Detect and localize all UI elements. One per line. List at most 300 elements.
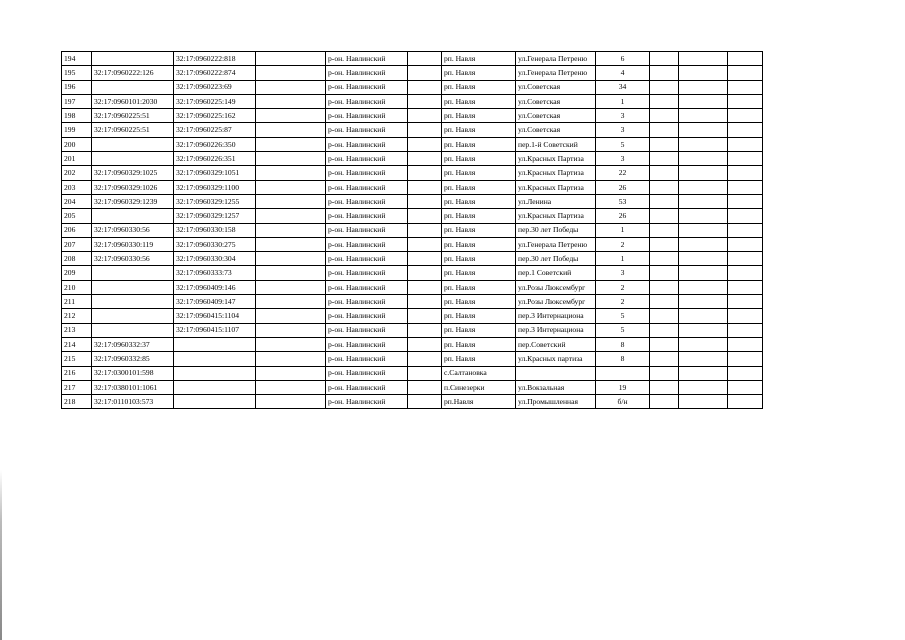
cell-district: р-он. Навлинский: [326, 280, 408, 294]
table-row: [62, 152, 763, 166]
cell-empty-col-12: [728, 80, 763, 94]
cell-empty-col-10: [650, 309, 679, 323]
table-row: [62, 66, 763, 80]
cell-empty-col-4: [256, 123, 326, 137]
cell-house-number: [596, 366, 650, 380]
cell-row-number: 215: [62, 352, 92, 366]
cell-settlement: рп. Навля: [442, 280, 516, 294]
cell-cadastral-number-2: [174, 352, 256, 366]
cell-empty-col-12: [728, 109, 763, 123]
cell-empty-col-11: [679, 337, 728, 351]
cell-empty-col-4: [256, 152, 326, 166]
cell-cadastral-number-1: 32:17:0960225:51: [92, 109, 174, 123]
cell-empty-col-6: [408, 223, 442, 237]
cell-district: р-он. Навлинский: [326, 380, 408, 394]
cell-settlement: с.Салтановка: [442, 366, 516, 380]
cell-empty-col-6: [408, 295, 442, 309]
cell-street: пер.30 лет Победы: [516, 252, 596, 266]
cell-district: р-он. Навлинский: [326, 223, 408, 237]
cell-empty-col-4: [256, 180, 326, 194]
cell-cadastral-number-1: 32:17:0960101:2030: [92, 94, 174, 108]
cell-empty-col-6: [408, 152, 442, 166]
table-row: [62, 252, 763, 266]
cell-settlement: рп. Навля: [442, 80, 516, 94]
cell-cadastral-number-1: [92, 280, 174, 294]
cell-cadastral-number-2: 32:17:0960222:818: [174, 52, 256, 66]
cell-settlement: рп. Навля: [442, 166, 516, 180]
cell-cadastral-number-1: 32:17:0960332:37: [92, 337, 174, 351]
cell-row-number: 213: [62, 323, 92, 337]
cell-cadastral-number-2: 32:17:0960330:158: [174, 223, 256, 237]
cell-row-number: 198: [62, 109, 92, 123]
cell-cadastral-number-1: [92, 209, 174, 223]
cell-empty-col-6: [408, 337, 442, 351]
cell-district: р-он. Навлинский: [326, 395, 408, 409]
scan-edge-shadow: [0, 470, 2, 640]
cell-empty-col-6: [408, 80, 442, 94]
table-row: [62, 180, 763, 194]
cell-empty-col-10: [650, 366, 679, 380]
cell-settlement: рп. Навля: [442, 123, 516, 137]
table-row: [62, 352, 763, 366]
cell-settlement: рп.Навля: [442, 395, 516, 409]
cell-row-number: 218: [62, 395, 92, 409]
cell-empty-col-12: [728, 123, 763, 137]
cell-row-number: 207: [62, 237, 92, 251]
cell-district: р-он. Навлинский: [326, 252, 408, 266]
cell-cadastral-number-1: [92, 52, 174, 66]
table-row: [62, 80, 763, 94]
cell-empty-col-10: [650, 109, 679, 123]
cell-district: р-он. Навлинский: [326, 66, 408, 80]
cell-empty-col-11: [679, 223, 728, 237]
table-row: [62, 266, 763, 280]
cell-street: ул.Генерала Петреню: [516, 52, 596, 66]
cell-empty-col-11: [679, 380, 728, 394]
cell-cadastral-number-1: 32:17:0960330:119: [92, 237, 174, 251]
cell-house-number: 2: [596, 280, 650, 294]
cell-empty-col-10: [650, 323, 679, 337]
cell-empty-col-12: [728, 380, 763, 394]
cell-empty-col-10: [650, 295, 679, 309]
cell-empty-col-11: [679, 180, 728, 194]
table-row: [62, 123, 763, 137]
cell-cadastral-number-2: [174, 380, 256, 394]
cell-empty-col-4: [256, 223, 326, 237]
cell-empty-col-11: [679, 123, 728, 137]
cell-district: р-он. Навлинский: [326, 309, 408, 323]
cell-house-number: 8: [596, 352, 650, 366]
cell-empty-col-10: [650, 252, 679, 266]
cell-empty-col-10: [650, 66, 679, 80]
cell-empty-col-10: [650, 194, 679, 208]
cell-cadastral-number-1: [92, 80, 174, 94]
cell-empty-col-4: [256, 309, 326, 323]
cell-house-number: 3: [596, 109, 650, 123]
cell-district: р-он. Навлинский: [326, 180, 408, 194]
cell-cadastral-number-2: [174, 395, 256, 409]
cell-settlement: рп. Навля: [442, 309, 516, 323]
cell-empty-col-12: [728, 223, 763, 237]
table-body: [62, 52, 763, 409]
cell-empty-col-4: [256, 94, 326, 108]
cell-empty-col-11: [679, 137, 728, 151]
table-row: [62, 323, 763, 337]
cell-street: ул.Красных Партиза: [516, 180, 596, 194]
cell-empty-col-12: [728, 323, 763, 337]
cell-empty-col-6: [408, 252, 442, 266]
cell-empty-col-6: [408, 123, 442, 137]
cell-row-number: 203: [62, 180, 92, 194]
table-row: [62, 166, 763, 180]
cell-row-number: 205: [62, 209, 92, 223]
cell-empty-col-6: [408, 309, 442, 323]
cell-street: ул.Советская: [516, 109, 596, 123]
cell-settlement: рп. Навля: [442, 266, 516, 280]
table-row: [62, 380, 763, 394]
cell-row-number: 211: [62, 295, 92, 309]
cell-empty-col-10: [650, 223, 679, 237]
cell-empty-col-4: [256, 237, 326, 251]
cell-district: р-он. Навлинский: [326, 80, 408, 94]
cell-street: пер.Советский: [516, 337, 596, 351]
cell-empty-col-10: [650, 123, 679, 137]
cell-empty-col-6: [408, 380, 442, 394]
cell-empty-col-10: [650, 352, 679, 366]
cell-cadastral-number-2: 32:17:0960329:1255: [174, 194, 256, 208]
cell-empty-col-6: [408, 52, 442, 66]
cell-empty-col-4: [256, 337, 326, 351]
cell-row-number: 217: [62, 380, 92, 394]
cell-house-number: 1: [596, 252, 650, 266]
cell-cadastral-number-2: 32:17:0960225:149: [174, 94, 256, 108]
cell-empty-col-4: [256, 395, 326, 409]
cell-cadastral-number-2: 32:17:0960222:874: [174, 66, 256, 80]
cell-empty-col-11: [679, 280, 728, 294]
cell-street: ул.Розы Люксембург: [516, 280, 596, 294]
cell-empty-col-12: [728, 52, 763, 66]
cell-empty-col-4: [256, 137, 326, 151]
cell-empty-col-12: [728, 280, 763, 294]
cell-empty-col-6: [408, 66, 442, 80]
cell-street: ул.Советская: [516, 94, 596, 108]
cell-empty-col-11: [679, 66, 728, 80]
cell-cadastral-number-2: [174, 366, 256, 380]
cell-settlement: рп. Навля: [442, 237, 516, 251]
cell-house-number: 3: [596, 266, 650, 280]
cell-empty-col-6: [408, 323, 442, 337]
cell-district: р-он. Навлинский: [326, 137, 408, 151]
cell-settlement: рп. Навля: [442, 152, 516, 166]
cell-street: пер.30 лет Победы: [516, 223, 596, 237]
cell-row-number: 208: [62, 252, 92, 266]
cell-settlement: п.Синезерки: [442, 380, 516, 394]
cell-cadastral-number-2: 32:17:0960223:69: [174, 80, 256, 94]
cell-street: ул.Промышленная: [516, 395, 596, 409]
cell-empty-col-10: [650, 395, 679, 409]
cell-cadastral-number-1: 32:17:0960222:126: [92, 66, 174, 80]
cell-house-number: 26: [596, 209, 650, 223]
cell-empty-col-12: [728, 295, 763, 309]
table-row: [62, 94, 763, 108]
cell-empty-col-6: [408, 137, 442, 151]
cell-empty-col-4: [256, 66, 326, 80]
cell-empty-col-11: [679, 52, 728, 66]
cell-empty-col-10: [650, 52, 679, 66]
cell-empty-col-12: [728, 366, 763, 380]
cell-empty-col-12: [728, 166, 763, 180]
cell-row-number: 196: [62, 80, 92, 94]
cell-empty-col-10: [650, 266, 679, 280]
cell-empty-col-6: [408, 166, 442, 180]
cell-district: р-он. Навлинский: [326, 366, 408, 380]
cell-street: пер.1-й Советский: [516, 137, 596, 151]
cell-street: ул.Красных Партиза: [516, 152, 596, 166]
cell-house-number: 5: [596, 137, 650, 151]
cell-district: р-он. Навлинский: [326, 94, 408, 108]
table-row: [62, 366, 763, 380]
cell-empty-col-4: [256, 109, 326, 123]
cell-street: ул.Советская: [516, 80, 596, 94]
cell-settlement: рп. Навля: [442, 323, 516, 337]
cell-empty-col-10: [650, 94, 679, 108]
cell-district: р-он. Навлинский: [326, 109, 408, 123]
cell-empty-col-12: [728, 237, 763, 251]
cell-settlement: рп. Навля: [442, 223, 516, 237]
cell-settlement: рп. Навля: [442, 109, 516, 123]
table-row: [62, 209, 763, 223]
cell-street: ул.Генерала Петреню: [516, 66, 596, 80]
cell-cadastral-number-1: 32:17:0960330:56: [92, 252, 174, 266]
cell-empty-col-11: [679, 194, 728, 208]
cell-empty-col-12: [728, 252, 763, 266]
cell-house-number: 6: [596, 52, 650, 66]
table-row: [62, 237, 763, 251]
cell-empty-col-11: [679, 252, 728, 266]
cell-row-number: 214: [62, 337, 92, 351]
cell-empty-col-6: [408, 209, 442, 223]
cell-cadastral-number-2: 32:17:0960225:87: [174, 123, 256, 137]
cell-empty-col-12: [728, 395, 763, 409]
cell-empty-col-4: [256, 252, 326, 266]
cell-empty-col-12: [728, 194, 763, 208]
cell-empty-col-11: [679, 266, 728, 280]
cell-cadastral-number-1: 32:17:0960329:1025: [92, 166, 174, 180]
table-row: [62, 309, 763, 323]
cell-empty-col-11: [679, 94, 728, 108]
cell-settlement: рп. Навля: [442, 137, 516, 151]
cell-empty-col-11: [679, 237, 728, 251]
cell-empty-col-11: [679, 395, 728, 409]
cell-empty-col-6: [408, 280, 442, 294]
cell-cadastral-number-1: [92, 137, 174, 151]
cell-cadastral-number-1: [92, 152, 174, 166]
table-row: [62, 395, 763, 409]
cell-empty-col-11: [679, 152, 728, 166]
cell-cadastral-number-1: 32:17:0380101:1061: [92, 380, 174, 394]
cell-empty-col-6: [408, 266, 442, 280]
cell-house-number: 8: [596, 337, 650, 351]
cell-settlement: рп. Навля: [442, 180, 516, 194]
cell-settlement: рп. Навля: [442, 352, 516, 366]
cell-empty-col-12: [728, 66, 763, 80]
cell-row-number: 199: [62, 123, 92, 137]
cell-empty-col-10: [650, 237, 679, 251]
cell-empty-col-10: [650, 152, 679, 166]
cell-house-number: 2: [596, 295, 650, 309]
cell-street: [516, 366, 596, 380]
cell-empty-col-6: [408, 237, 442, 251]
cell-settlement: рп. Навля: [442, 66, 516, 80]
cell-empty-col-12: [728, 337, 763, 351]
table-row: [62, 137, 763, 151]
cell-cadastral-number-1: 32:17:0960225:51: [92, 123, 174, 137]
cell-house-number: 3: [596, 152, 650, 166]
cell-empty-col-12: [728, 266, 763, 280]
cell-row-number: 201: [62, 152, 92, 166]
cell-row-number: 212: [62, 309, 92, 323]
cell-house-number: 5: [596, 309, 650, 323]
cell-cadastral-number-2: 32:17:0960333:73: [174, 266, 256, 280]
table-row: [62, 295, 763, 309]
cell-street: ул.Генерала Петреню: [516, 237, 596, 251]
cell-empty-col-6: [408, 366, 442, 380]
cell-empty-col-4: [256, 323, 326, 337]
cell-empty-col-6: [408, 194, 442, 208]
cell-cadastral-number-2: 32:17:0960415:1107: [174, 323, 256, 337]
cell-house-number: 4: [596, 66, 650, 80]
cell-house-number: 26: [596, 180, 650, 194]
cell-empty-col-11: [679, 295, 728, 309]
cell-empty-col-11: [679, 352, 728, 366]
cell-empty-col-10: [650, 280, 679, 294]
cell-empty-col-4: [256, 280, 326, 294]
cell-street: пер.3 Интернациона: [516, 309, 596, 323]
cell-empty-col-11: [679, 309, 728, 323]
cell-cadastral-number-2: 32:17:0960330:304: [174, 252, 256, 266]
cell-cadastral-number-1: [92, 266, 174, 280]
table-row: [62, 52, 763, 66]
cell-cadastral-number-2: 32:17:0960225:162: [174, 109, 256, 123]
cell-district: р-он. Навлинский: [326, 352, 408, 366]
cell-cadastral-number-1: 32:17:0110103:573: [92, 395, 174, 409]
cell-cadastral-number-1: 32:17:0960329:1239: [92, 194, 174, 208]
cell-empty-col-4: [256, 352, 326, 366]
cell-empty-col-6: [408, 395, 442, 409]
cell-empty-col-4: [256, 266, 326, 280]
cell-settlement: рп. Навля: [442, 337, 516, 351]
cell-cadastral-number-1: [92, 323, 174, 337]
cell-empty-col-4: [256, 80, 326, 94]
cell-cadastral-number-1: 32:17:0300101:598: [92, 366, 174, 380]
cell-empty-col-4: [256, 366, 326, 380]
cell-empty-col-6: [408, 180, 442, 194]
cell-house-number: 34: [596, 80, 650, 94]
cell-empty-col-10: [650, 180, 679, 194]
cell-house-number: б/н: [596, 395, 650, 409]
cell-empty-col-12: [728, 152, 763, 166]
cell-district: р-он. Навлинский: [326, 52, 408, 66]
cell-empty-col-4: [256, 209, 326, 223]
cell-row-number: 216: [62, 366, 92, 380]
cell-street: ул.Красных Партиза: [516, 209, 596, 223]
cell-cadastral-number-1: 32:17:0960330:56: [92, 223, 174, 237]
cell-empty-col-11: [679, 323, 728, 337]
cell-empty-col-10: [650, 337, 679, 351]
cell-house-number: 1: [596, 94, 650, 108]
cell-row-number: 202: [62, 166, 92, 180]
cell-row-number: 209: [62, 266, 92, 280]
cell-cadastral-number-2: 32:17:0960329:1100: [174, 180, 256, 194]
cell-house-number: 3: [596, 123, 650, 137]
cell-house-number: 5: [596, 323, 650, 337]
cell-street: ул.Красных Партиза: [516, 166, 596, 180]
cell-row-number: 197: [62, 94, 92, 108]
cell-empty-col-12: [728, 180, 763, 194]
cell-empty-col-6: [408, 94, 442, 108]
cell-house-number: 19: [596, 380, 650, 394]
cell-settlement: рп. Навля: [442, 252, 516, 266]
cell-settlement: рп. Навля: [442, 295, 516, 309]
cell-empty-col-10: [650, 209, 679, 223]
cell-row-number: 195: [62, 66, 92, 80]
cell-empty-col-11: [679, 366, 728, 380]
cell-cadastral-number-2: 32:17:0960409:146: [174, 280, 256, 294]
cell-row-number: 210: [62, 280, 92, 294]
table-row: [62, 280, 763, 294]
cell-district: р-он. Навлинский: [326, 323, 408, 337]
cell-empty-col-6: [408, 352, 442, 366]
cell-cadastral-number-2: 32:17:0960415:1104: [174, 309, 256, 323]
cell-district: р-он. Навлинский: [326, 295, 408, 309]
cell-district: р-он. Навлинский: [326, 237, 408, 251]
cell-district: р-он. Навлинский: [326, 337, 408, 351]
cell-empty-col-11: [679, 209, 728, 223]
cell-settlement: рп. Навля: [442, 94, 516, 108]
cell-empty-col-10: [650, 166, 679, 180]
cell-street: ул.Розы Люксембург: [516, 295, 596, 309]
cell-empty-col-11: [679, 109, 728, 123]
cell-empty-col-11: [679, 166, 728, 180]
cell-street: ул.Советская: [516, 123, 596, 137]
cell-empty-col-12: [728, 352, 763, 366]
table-row: [62, 337, 763, 351]
cell-cadastral-number-2: 32:17:0960329:1051: [174, 166, 256, 180]
cell-empty-col-10: [650, 380, 679, 394]
cell-settlement: рп. Навля: [442, 209, 516, 223]
cell-house-number: 1: [596, 223, 650, 237]
cell-empty-col-4: [256, 380, 326, 394]
cell-street: пер.1 Советский: [516, 266, 596, 280]
cell-street: пер.3 Интернациона: [516, 323, 596, 337]
cell-cadastral-number-2: 32:17:0960329:1257: [174, 209, 256, 223]
cell-row-number: 204: [62, 194, 92, 208]
cell-cadastral-number-2: 32:17:0960330:275: [174, 237, 256, 251]
cell-street: ул.Красных партиза: [516, 352, 596, 366]
cell-cadastral-number-1: 32:17:0960332:85: [92, 352, 174, 366]
document-table: [61, 51, 763, 409]
cell-cadastral-number-2: 32:17:0960226:351: [174, 152, 256, 166]
cell-settlement: рп. Навля: [442, 52, 516, 66]
cell-empty-col-4: [256, 295, 326, 309]
cell-house-number: 22: [596, 166, 650, 180]
cell-empty-col-12: [728, 209, 763, 223]
cell-district: р-он. Навлинский: [326, 123, 408, 137]
cell-empty-col-10: [650, 137, 679, 151]
cell-empty-col-12: [728, 309, 763, 323]
cell-street: ул.Вокзальная: [516, 380, 596, 394]
cell-settlement: рп. Навля: [442, 194, 516, 208]
